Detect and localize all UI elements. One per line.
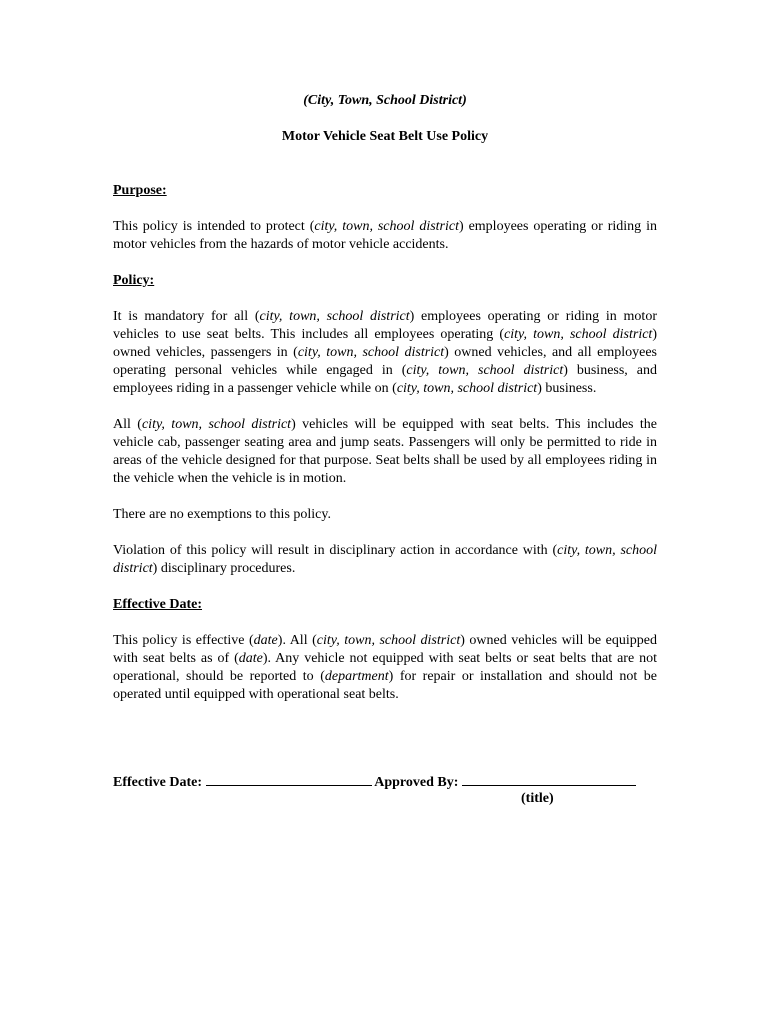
purpose-paragraph: This policy is intended to protect (city, town, school district) employees operating or riding in motor vehicles from the hazards of motor vehicle accidents. bbox=[113, 219, 657, 252]
approved-by-blank[interactable] bbox=[462, 772, 636, 786]
effective-date-label: Effective Date: bbox=[113, 775, 206, 790]
policy-title: Motor Vehicle Seat Belt Use Policy bbox=[281, 129, 489, 144]
document-body bbox=[113, 92, 657, 722]
signature-block bbox=[113, 772, 657, 806]
purpose-heading: Purpose: bbox=[113, 183, 167, 198]
policy-paragraph-3: There are no exemptions to this policy. bbox=[113, 507, 331, 522]
policy-paragraph-1: It is mandatory for all (city, town, school district) employees operating or riding in motor vehicles to use seat belts. This includes all employees operating (city, town, school district) owned vehicles, passengers in (city, town, school district) owned vehicles, and all employees operating personal vehicles while engaged in (city, town, school district) business, and employees riding in a passenger vehicle while on (city, town, school district) business. bbox=[113, 309, 658, 396]
effective-date-blank[interactable] bbox=[206, 772, 372, 786]
effective-date-heading: Effective Date: bbox=[113, 597, 203, 612]
effective-paragraph: This policy is effective (date). All (city, town, school district) owned vehicles will be equipped with seat belts as of (date). Any vehicle not equipped with seat belts or seat belts that are not operational, should be reported to (department) for repair or installation and should not be operated until equipped with operational seat belts. bbox=[113, 633, 657, 702]
approved-by-label: Approved By: bbox=[371, 775, 462, 790]
entity-header: (City, Town, School District) bbox=[303, 93, 467, 108]
policy-paragraph-4: Violation of this policy will result in disciplinary action in accordance with (city, town, school district) disciplinary procedures. bbox=[113, 543, 657, 576]
policy-heading: Policy: bbox=[113, 273, 155, 288]
title-label: (title) bbox=[521, 791, 554, 806]
policy-paragraph-2: All (city, town, school district) vehicles will be equipped with seat belts. This includes the vehicle cab, passenger seating area and jump seats. Passengers will only be permitted to ride in areas of the vehicle designed for that purpose. Seat belts shall be used by all employees riding in the vehicle when the vehicle is in motion. bbox=[113, 417, 657, 486]
